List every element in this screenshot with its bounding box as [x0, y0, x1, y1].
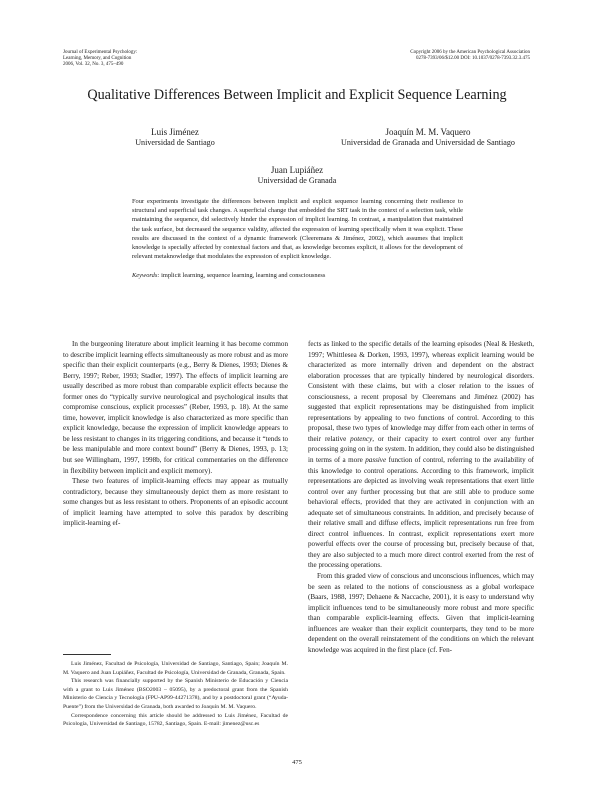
author-block — [100, 128, 250, 147]
keywords-label: Keywords: — [132, 272, 160, 279]
copyright-notice: Copyright 2006 by the American Psychological Association — [410, 50, 530, 55]
author-name: Juan Lupiáñez — [270, 165, 324, 175]
journal-header — [63, 50, 137, 69]
author-block — [197, 166, 397, 185]
author-block — [308, 128, 548, 147]
author-note: Luis Jiménez, Facultad de Psicología, Universidad de Santiago, Santiago, Spain; Joaquín M. M. Vaquero and Juan Lupiáñez, Facultad de Psicología, Universidad de Granada, Granada, Spain. — [63, 661, 288, 676]
body-column-left — [63, 339, 288, 529]
keywords-text: implicit learning, sequence learning, learning and consciousness — [161, 272, 326, 279]
body-text: , or their capacity to exert control over any further processing going on in the system. In addition, they could also be distinguished in terms of a more — [308, 434, 534, 465]
copyright-header — [410, 50, 530, 62]
emphasis-passive: passive — [365, 456, 387, 465]
body-paragraph — [308, 339, 534, 571]
body-paragraph: These two features of implicit-learning effects may appear as mutually contradictory, because they simultaneously depict them as more resistant to some changes but as less resistant to others. Proponents of an episodic account of implicit learning have attempted to solve this paradox by describing implicit-learning ef- — [63, 477, 288, 528]
journal-subtitle: Learning, Memory, and Cognition — [63, 56, 132, 62]
author-affiliation: Universidad de Granada — [257, 175, 337, 185]
author-name: Luis Jiménez — [151, 127, 199, 137]
doi-line: 0278-7393/06/$12.00 DOI: 10.1037/0278-7393.32.3.475 — [415, 56, 530, 62]
footnote-divider — [63, 654, 111, 655]
paper-title: Qualitative Differences Between Implicit and Explicit Sequence Learning — [87, 87, 507, 103]
body-paragraph: From this graded view of conscious and unconscious influences, which may be seen as related to the notions of consciousness as a global workspace (Baars, 1988, 1997; Dehaene & Naccache, 2001), it is easy to understand why implicit influences tend to be simultaneously more robust and more specific than comparable explicit-learning effects. Given that implicit-learning influences are weaker than their explicit counterparts, they tend to be more dependent on the overall reinstatement of the conditions on which the relevant knowledge was acquired in the first place (cf. Fen- — [308, 572, 534, 654]
author-name: Joaquín M. M. Vaquero — [385, 127, 471, 137]
body-paragraph: In the burgeoning literature about implicit learning it has become common to describe implicit learning effects simultaneously as more robust and as more specific than their explicit counterparts (e.g., Berry & Dienes, 1993; Dienes & Berry, 1997; Reber, 1993; Stadler, 1997). The effects of implicit learning are usually described as more robust than comparable explicit effects because the former ones do “typically survive neurological and psychological insults that compromise conscious, explicit processes” (Reber, 1993, p. 18). At the same time, however, implicit knowledge is also characterized as more specific than explicit knowledge, because the expression of implicit knowledge appears to be less resistant to changes in its triggering conditions, and because it “tends to be less manipulable and more context bound” (Berry & Dienes, 1993, p. 13; but see Willingham, 1997, 1998b, for critical commentaries on the difference in flexibility between implicit and explicit memory). — [63, 340, 288, 475]
keywords — [132, 271, 463, 280]
journal-name: Journal of Experimental Psychology: — [63, 50, 138, 55]
journal-volume: 2006, Vol. 32, No. 3, 475–490 — [63, 62, 124, 68]
footnotes — [63, 660, 288, 729]
emphasis-potency: potency — [350, 434, 373, 443]
abstract: Four experiments investigate the differences between implicit and explicit sequence learning concerning their resilience to structural and superficial task changes. A superficial change that embedded the SRT task in the context of a selection task, while maintaining the sequence, did selectively hinder the expression of implicit learning. In contrast, a manipulation that maintained the task surface, but decreased the sequence validity, affected the expression of learning specifically when it was explicit. These results are discussed in the context of a dynamic framework (Cleeremans & Jiménez, 2002), which assumes that implicit knowledge is specially affected by contextual factors and that, as knowledge becomes explicit, it allows for the development of relevant metaknowledge that modulates the expression of explicit knowledge. — [132, 198, 463, 261]
author-affiliation: Universidad de Santiago — [135, 137, 215, 147]
body-text: function of control, referring to the availability of this knowledge to control operations. According to this framework, implicit representations are depicted as involving weak representations that exert little control over any further processing but that are still able to produce some behavioral effects, provided that they are activated in conjunction with an adequate set of simultaneous constraints. In addition, and precisely because of their relative small and diffuse effects, implicit representations run free from direct control influences. In contrast, explicit representations exert more powerful effects over the course of processing but, precisely because of that, they are also subjected to a much more direct control exerted from the rest of the processing operations. — [308, 456, 535, 570]
body-text: fects as linked to the specific details of the learning episodes (Neal & Hesketh, 1997; Whittlesea & Dorken, 1993, 1997), whereas explicit learning would be characterized as more internally driven and dependent on the abstract elaboration processes that are typically hindered by neurological disorders. Consistent with these claims, but with a closer relation to the issues of consciousness, a recent proposal by Cleeremans and Jiménez (2002) has suggested that explicit representations may be distinguished from implicit representations by appealing to two functions of control. According to this proposal, these two types of knowledge may differ from each other in terms of their relative — [308, 340, 534, 443]
page-number: 475 — [292, 759, 302, 766]
correspondence-note: Correspondence concerning this article should be addressed to Luis Jiménez, Facultad de Psicología, Universidad de Santiago, 15782, Santiago, Spain. E-mail: jimenez@usc.es — [63, 712, 288, 728]
body-column-right — [308, 339, 534, 655]
author-affiliation: Universidad de Granada and Universidad de Santiago — [341, 137, 515, 147]
funding-note: This research was financially supported by the Spanish Ministerio de Educación y Ciencia with a grant to Luis Jiménez (BSO2003 – 05095), by a predoctoral grant from the Spanish Ministerio de Ciencia y Tecnología (FPU-AP99-44271378), and by a postdoctoral grant (“Ayuda-Puente”) from the Universidad de Granada, both awarded to Joaquín M. M. Vaquero. — [63, 678, 288, 710]
